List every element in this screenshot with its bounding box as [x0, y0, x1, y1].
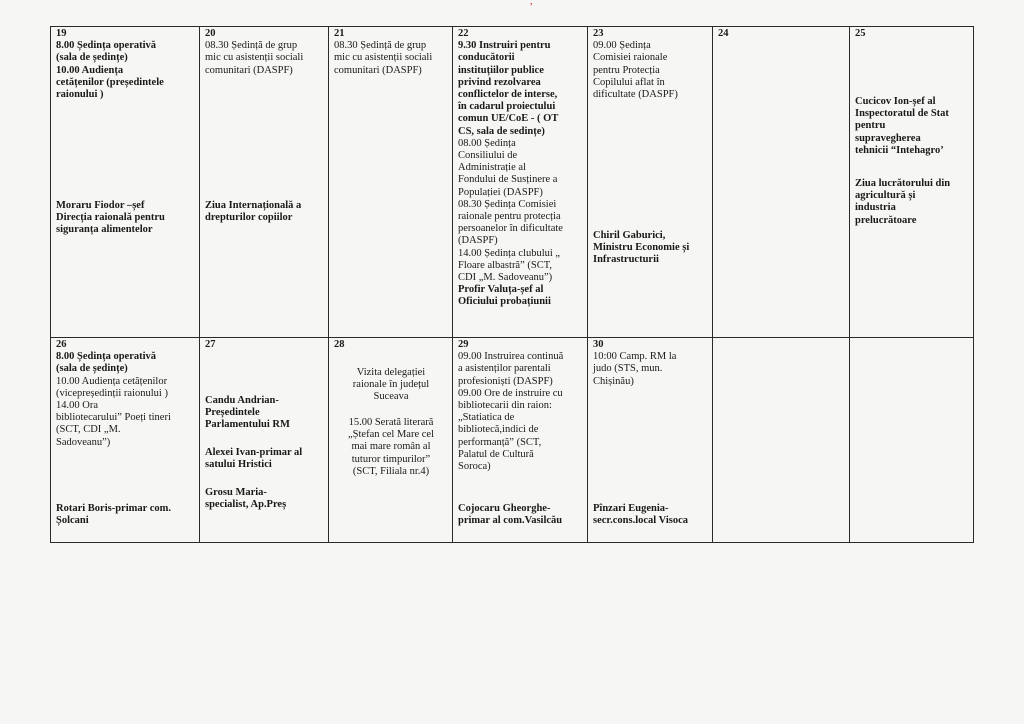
person-note: Cojocaru Gheorghe- primar al com.Vasilcău	[458, 503, 563, 527]
day-cell-28	[329, 338, 453, 543]
day-number: 20	[205, 28, 216, 39]
person-note: Profir Valuța-șef al Oficiului probațiunii	[458, 284, 551, 308]
observance-note: Ziua Internațională a drepturilor copiilor	[205, 200, 302, 224]
event-list: 15.00 Serată literară „Ștefan cel Mare cel mai mare român al tuturor timpurilor” (SCT, Filiala nr.4)	[348, 417, 434, 477]
day-number: 26	[56, 339, 67, 350]
event-list: Vizita delegației raionale în județul Suceava	[352, 367, 430, 403]
calendar-table	[50, 26, 974, 543]
day-number: 27	[205, 339, 216, 350]
event-list: 09.00 Instruirea continuă a asistenților parentali profesioniști (DASPF) 09.00 Ore de instruire cu bibliotecarii din raion: „Statiatica de bibliotecă,indici de performanță” (SCT, Palatul de Cultură Soroca)	[458, 351, 564, 473]
event-list: 08.30 Ședință de grup mic cu asistenții sociali comunitari (DASPF)	[334, 40, 433, 76]
observance-note: Ziua lucrătorului din agricultură și industria prelucrătoare	[855, 178, 951, 226]
day-cell-20	[200, 27, 329, 338]
person-note: Pînzari Eugenia- secr.cons.local Visoca	[593, 503, 688, 527]
day-cell-27	[200, 338, 329, 543]
day-cell-19	[51, 27, 200, 338]
empty-cell	[850, 338, 974, 543]
day-number: 24	[718, 28, 729, 39]
scan-mark: ,	[530, 0, 533, 7]
day-number: 29	[458, 339, 469, 350]
day-number: 28	[334, 339, 345, 350]
event-list: 10.00 Audiența cetățenilor (vicepreședinții raionului ) 14.00 Ora bibliotecarului” Poeți tineri (SCT, CDI „M. Sadoveanu”)	[56, 375, 171, 448]
day-number: 19	[56, 28, 67, 39]
event-list: 08.00 Ședința Consiliului de Administrație al Fondului de Susținere a Populației (DASPF) 08.30 Ședința Comisiei raionale pentru protecția persoanelor în dificultate (DASPF) 14.00 Ședința clubului „ Floare albastră” (SCT, CDI „M. Sadoveanu”)	[458, 137, 563, 284]
person-note: Alexei Ivan-primar al satului Hristici	[205, 447, 303, 471]
week-row	[51, 338, 974, 543]
day-cell-29	[453, 338, 588, 543]
day-number: 22	[458, 28, 469, 39]
person-note: Rotari Boris-primar com. Șolcani	[56, 503, 171, 527]
day-cell-24	[713, 27, 850, 338]
day-cell-30	[588, 338, 713, 543]
person-note: Cucicov Ion-șef al Inspectoratul de Stat pentru supravegherea tehnicii “Intehagro’	[855, 96, 949, 156]
day-cell-23	[588, 27, 713, 338]
day-number: 25	[855, 28, 866, 39]
empty-cell	[713, 338, 850, 543]
person-note: Chiril Gaburici, Ministru Economie și Infrastructurii	[593, 230, 690, 266]
person-note: Candu Andrian- Președintele Parlamentului RM	[205, 395, 290, 431]
day-cell-25	[850, 27, 974, 338]
day-number: 21	[334, 28, 345, 39]
day-cell-22	[453, 27, 588, 338]
person-note: Grosu Maria- specialist, Ap.Preș	[205, 487, 287, 511]
event-list: 8.00 Ședința operativă (sala de ședințe) 10.00 Audiența cetățenilor (președintele raionului )	[56, 40, 164, 101]
event-list-bold: 9.30 Instruiri pentru conducătorii instituțiilor publice privind rezolvarea conflictelor de interse, în cadarul proiectului comun UE/CoE - ( OT CS, sala de sedințe)	[458, 40, 559, 137]
week-row	[51, 27, 974, 338]
day-cell-26	[51, 338, 200, 543]
event-list-bold: 8.00 Ședința operativă (sala de ședințe)	[56, 351, 157, 375]
event-list: 09.00 Ședința Comisiei raionale pentru Protecția Copilului aflat în dificultate (DASPF)	[593, 40, 678, 101]
event-list: 10:00 Camp. RM la judo (STS, mun. Chișinău)	[593, 351, 677, 387]
day-number: 23	[593, 28, 604, 39]
event-list: 08.30 Ședință de grup mic cu asistenții sociali comunitari (DASPF)	[205, 40, 304, 76]
day-number: 30	[593, 339, 604, 350]
day-cell-21	[329, 27, 453, 338]
person-note: Moraru Fiodor –șef Direcția raională pentru siguranța alimentelor	[56, 200, 165, 236]
